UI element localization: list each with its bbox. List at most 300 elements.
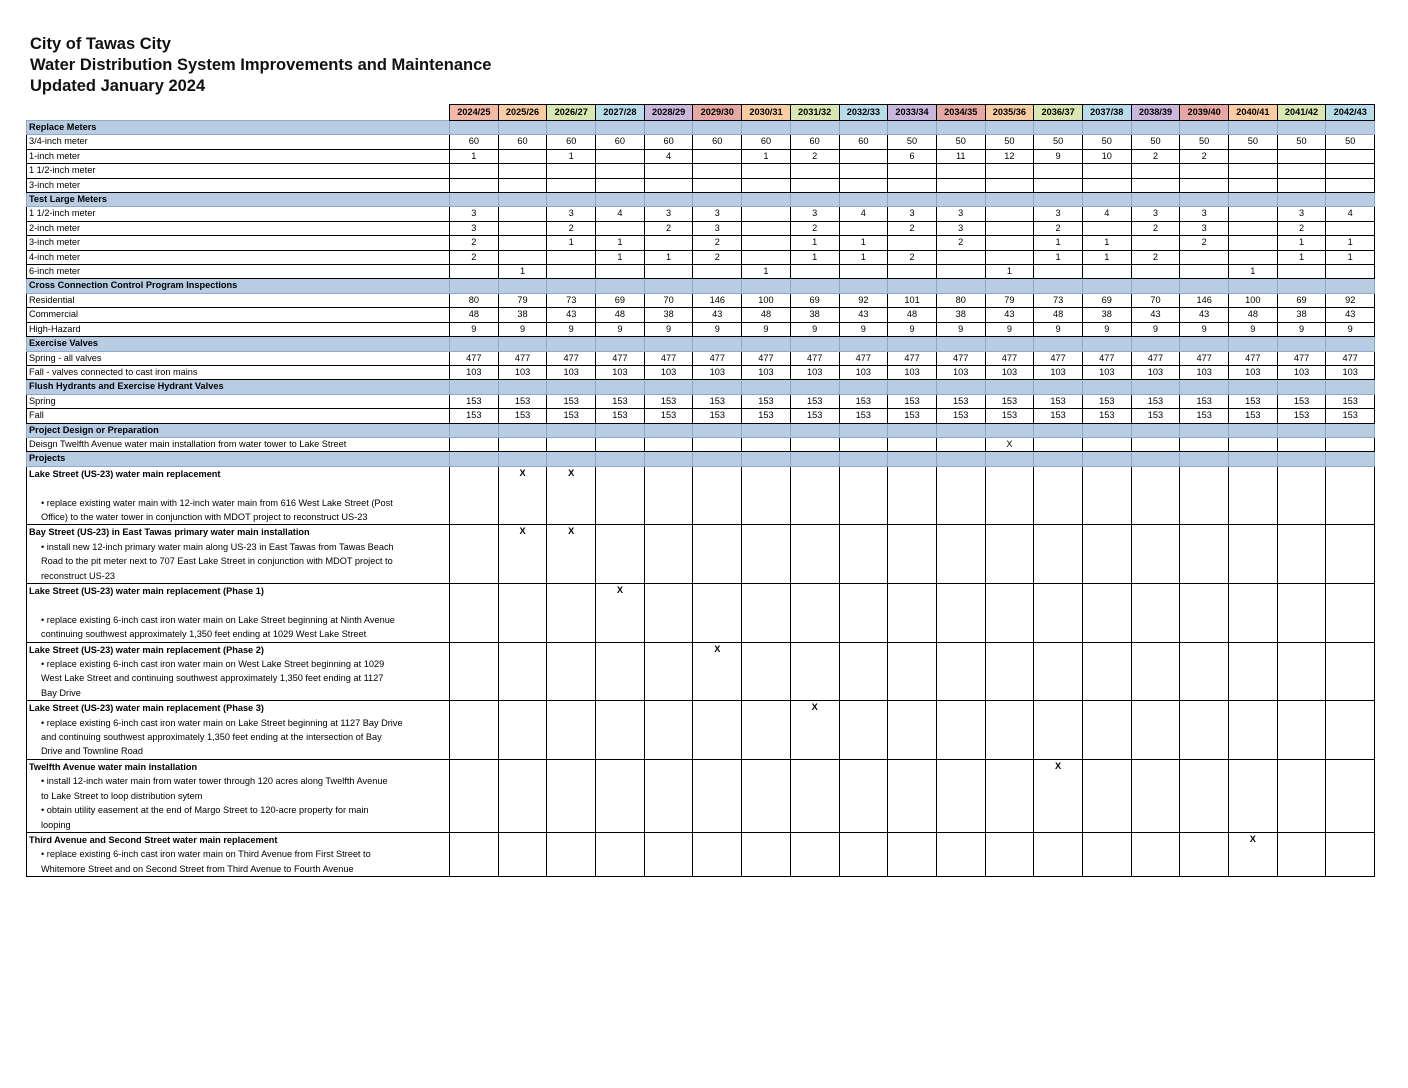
value-cell: 103 (839, 365, 888, 379)
value-cell: 60 (790, 135, 839, 149)
value-cell: 2 (936, 236, 985, 250)
section-fill-cell (985, 121, 1034, 135)
value-cell: 60 (498, 135, 547, 149)
value-cell: 2 (1034, 221, 1083, 235)
schedule-mark-cell (596, 832, 645, 876)
value-cell: 103 (1277, 365, 1326, 379)
value-cell: 103 (1229, 365, 1278, 379)
value-cell: 477 (985, 351, 1034, 365)
title-line-subject: Water Distribution System Improvements and Maintenance (30, 56, 492, 74)
value-cell: 477 (936, 351, 985, 365)
schedule-mark-cell (1034, 701, 1083, 760)
year-header-2027-28: 2027/28 (596, 105, 645, 121)
section-fill-cell (936, 337, 985, 351)
value-cell: 153 (1326, 409, 1375, 423)
schedule-mark-cell (644, 466, 693, 525)
section-fill-cell (1131, 380, 1180, 394)
section-fill-cell (742, 337, 791, 351)
schedule-mark-cell (1326, 466, 1375, 525)
row-label: 1 1/2-inch meter (27, 164, 450, 178)
document-title-block (30, 34, 491, 97)
value-cell (596, 437, 645, 451)
value-cell: 1 (790, 250, 839, 264)
value-cell: 477 (1326, 351, 1375, 365)
value-cell: 60 (839, 135, 888, 149)
value-cell: 153 (1034, 409, 1083, 423)
section-fill-cell (1082, 452, 1131, 466)
value-cell: 3 (1277, 207, 1326, 221)
schedule-mark-cell (1082, 701, 1131, 760)
section-fill-cell (1131, 193, 1180, 207)
value-cell: 103 (790, 365, 839, 379)
year-header-2040-41: 2040/41 (1229, 105, 1278, 121)
schedule-mark-cell (596, 759, 645, 832)
value-cell: 1 (596, 236, 645, 250)
value-cell (644, 236, 693, 250)
value-cell: 477 (450, 351, 499, 365)
section-fill-cell (790, 423, 839, 437)
project-description (27, 642, 450, 701)
value-cell (1131, 236, 1180, 250)
section-fill-cell (1229, 452, 1278, 466)
section-fill-cell (547, 121, 596, 135)
section-fill-cell (644, 452, 693, 466)
value-cell: 92 (1326, 293, 1375, 307)
value-cell: 477 (888, 351, 937, 365)
value-cell: 3 (547, 207, 596, 221)
project-detail-line: and continuing southwest approximately 1,350 feet ending at the intersection of Bay (41, 732, 382, 743)
value-cell: 103 (1082, 365, 1131, 379)
schedule-mark-cell (1229, 701, 1278, 760)
section-fill-cell (1277, 337, 1326, 351)
value-cell: 2 (450, 236, 499, 250)
value-cell: 60 (693, 135, 742, 149)
table-row (27, 164, 1375, 178)
value-cell: 4 (1082, 207, 1131, 221)
project-row (27, 466, 1375, 525)
value-cell (1131, 178, 1180, 192)
value-cell (1034, 265, 1083, 279)
section-fill-cell (888, 121, 937, 135)
value-cell: 3 (790, 207, 839, 221)
schedule-mark-cell (596, 701, 645, 760)
section-fill-cell (742, 193, 791, 207)
row-label: 3/4-inch meter (27, 135, 450, 149)
section-fill-cell (1082, 193, 1131, 207)
project-title: Third Avenue and Second Street water main replacement (29, 834, 278, 845)
value-cell: 43 (839, 308, 888, 322)
section-title: Project Design or Preparation (27, 423, 450, 437)
project-detail-line: Whitemore Street and on Second Street from Third Avenue to Fourth Avenue (41, 863, 354, 874)
value-cell (547, 437, 596, 451)
value-cell: 9 (596, 322, 645, 336)
schedule-mark-cell (1326, 759, 1375, 832)
project-row (27, 832, 1375, 876)
section-header-row (27, 121, 1375, 135)
section-fill-cell (790, 121, 839, 135)
value-cell (888, 164, 937, 178)
schedule-mark-cell (839, 759, 888, 832)
year-header-2028-29: 2028/29 (644, 105, 693, 121)
value-cell (936, 250, 985, 264)
schedule-mark-cell (936, 759, 985, 832)
section-fill-cell (1229, 121, 1278, 135)
value-cell (450, 437, 499, 451)
schedule-mark-cell (547, 701, 596, 760)
schedule-mark-cell (1082, 525, 1131, 584)
section-title: Cross Connection Control Program Inspections (27, 279, 450, 293)
value-cell: 3 (1180, 207, 1229, 221)
section-fill-cell (693, 337, 742, 351)
value-cell (498, 250, 547, 264)
section-fill-cell (742, 452, 791, 466)
value-cell: 73 (547, 293, 596, 307)
schedule-mark-cell (742, 759, 791, 832)
value-cell: 3 (888, 207, 937, 221)
value-cell: 2 (693, 236, 742, 250)
value-cell: 146 (693, 293, 742, 307)
schedule-mark-cell: X (547, 466, 596, 525)
schedule-mark-cell (644, 759, 693, 832)
schedule-mark-cell (1131, 525, 1180, 584)
year-header-2042-43: 2042/43 (1326, 105, 1375, 121)
schedule-mark-cell (693, 584, 742, 643)
value-cell (742, 221, 791, 235)
value-cell: 43 (985, 308, 1034, 322)
value-cell: 103 (1326, 365, 1375, 379)
table-row (27, 409, 1375, 423)
value-cell: 3 (693, 221, 742, 235)
schedule-mark-cell (790, 525, 839, 584)
value-cell: 43 (547, 308, 596, 322)
schedule-mark-cell (1082, 642, 1131, 701)
value-cell: 9 (547, 322, 596, 336)
schedule-mark-cell (1034, 466, 1083, 525)
section-fill-cell (693, 121, 742, 135)
section-fill-cell (839, 452, 888, 466)
value-cell: 50 (1082, 135, 1131, 149)
value-cell (1034, 178, 1083, 192)
table-row (27, 351, 1375, 365)
schedule-mark-cell (596, 466, 645, 525)
row-label: Spring - all valves (27, 351, 450, 365)
year-header-2026-27: 2026/27 (547, 105, 596, 121)
value-cell (450, 265, 499, 279)
value-cell: 153 (742, 409, 791, 423)
value-cell (644, 178, 693, 192)
section-fill-cell (547, 380, 596, 394)
value-cell: 38 (1277, 308, 1326, 322)
schedule-mark-cell (1131, 584, 1180, 643)
value-cell (985, 164, 1034, 178)
value-cell: 48 (742, 308, 791, 322)
section-fill-cell (450, 380, 499, 394)
value-cell (547, 164, 596, 178)
value-cell: 2 (790, 149, 839, 163)
value-cell: 10 (1082, 149, 1131, 163)
value-cell: 60 (450, 135, 499, 149)
value-cell: 153 (936, 409, 985, 423)
section-fill-cell (450, 423, 499, 437)
schedule-mark-cell (839, 525, 888, 584)
value-cell (693, 265, 742, 279)
section-fill-cell (1131, 452, 1180, 466)
value-cell (1131, 265, 1180, 279)
value-cell: 60 (596, 135, 645, 149)
value-cell: 153 (596, 394, 645, 408)
value-cell: 2 (450, 250, 499, 264)
schedule-mark-cell (790, 466, 839, 525)
section-fill-cell (596, 193, 645, 207)
value-cell (985, 178, 1034, 192)
value-cell: 153 (839, 409, 888, 423)
value-cell: 50 (888, 135, 937, 149)
value-cell (1277, 149, 1326, 163)
value-cell (498, 236, 547, 250)
section-fill-cell (790, 337, 839, 351)
year-header-2041-42: 2041/42 (1277, 105, 1326, 121)
value-cell (985, 236, 1034, 250)
value-cell (1180, 164, 1229, 178)
value-cell: 1 (498, 265, 547, 279)
schedule-mark-cell (450, 584, 499, 643)
table-row (27, 437, 1375, 451)
section-fill-cell (1229, 193, 1278, 207)
section-fill-cell (790, 193, 839, 207)
schedule-mark-cell (1131, 466, 1180, 525)
title-line-city: City of Tawas City (30, 35, 171, 53)
section-fill-cell (936, 121, 985, 135)
section-fill-cell (1082, 279, 1131, 293)
section-fill-cell (498, 380, 547, 394)
value-cell: 1 (1082, 236, 1131, 250)
value-cell: 9 (1229, 322, 1278, 336)
value-cell (1082, 265, 1131, 279)
value-cell (888, 437, 937, 451)
value-cell (596, 221, 645, 235)
section-fill-cell (888, 279, 937, 293)
value-cell: 153 (498, 409, 547, 423)
value-cell: 50 (1034, 135, 1083, 149)
schedule-mark-cell (498, 759, 547, 832)
schedule-mark-cell (888, 642, 937, 701)
schedule-mark-cell (888, 525, 937, 584)
schedule-mark-cell (1326, 642, 1375, 701)
project-description (27, 701, 450, 760)
table-row (27, 149, 1375, 163)
schedule-mark-cell: X (693, 642, 742, 701)
value-cell (450, 178, 499, 192)
value-cell (1034, 164, 1083, 178)
value-cell: 100 (742, 293, 791, 307)
schedule-mark-cell (450, 466, 499, 525)
project-detail-line: • install new 12-inch primary water main along US-23 in East Tawas from Tawas Beach (41, 541, 394, 552)
schedule-mark-cell (936, 642, 985, 701)
value-cell: 9 (498, 322, 547, 336)
project-row (27, 525, 1375, 584)
value-cell (693, 178, 742, 192)
value-cell: 103 (742, 365, 791, 379)
year-header-2029-30: 2029/30 (693, 105, 742, 121)
value-cell: 153 (547, 394, 596, 408)
section-fill-cell (1180, 279, 1229, 293)
section-fill-cell (498, 279, 547, 293)
project-detail-line: Bay Drive (41, 687, 81, 698)
year-header-2034-35: 2034/35 (936, 105, 985, 121)
value-cell: 80 (936, 293, 985, 307)
value-cell (790, 265, 839, 279)
section-fill-cell (985, 279, 1034, 293)
value-cell (1180, 250, 1229, 264)
section-fill-cell (498, 193, 547, 207)
row-label: Commercial (27, 308, 450, 322)
schedule-mark-cell (1229, 525, 1278, 584)
section-fill-cell (985, 423, 1034, 437)
schedule-mark-cell (1180, 759, 1229, 832)
value-cell: 2 (1131, 221, 1180, 235)
value-cell: 477 (547, 351, 596, 365)
project-detail-line: • replace existing 6-inch cast iron water main on Lake Street beginning at Ninth Avenue (41, 614, 395, 625)
schedule-mark-cell (888, 832, 937, 876)
schedule-mark-cell (790, 832, 839, 876)
value-cell: 50 (1180, 135, 1229, 149)
section-fill-cell (498, 452, 547, 466)
year-header-2031-32: 2031/32 (790, 105, 839, 121)
project-row (27, 701, 1375, 760)
value-cell: 1 (1326, 236, 1375, 250)
value-cell: 477 (498, 351, 547, 365)
section-fill-cell (839, 121, 888, 135)
value-cell: 3 (450, 221, 499, 235)
schedule-mark-cell (1229, 466, 1278, 525)
project-detail-line: West Lake Street and continuing southwest approximately 1,350 feet ending at 1127 (41, 673, 384, 684)
value-cell: 3 (1131, 207, 1180, 221)
section-fill-cell (1034, 279, 1083, 293)
year-header-2035-36: 2035/36 (985, 105, 1034, 121)
year-header-2038-39: 2038/39 (1131, 105, 1180, 121)
schedule-mark-cell (936, 466, 985, 525)
section-fill-cell (1034, 380, 1083, 394)
value-cell (1277, 164, 1326, 178)
section-fill-cell (936, 423, 985, 437)
value-cell: 9 (450, 322, 499, 336)
value-cell: 1 (596, 250, 645, 264)
value-cell: 4 (839, 207, 888, 221)
schedule-mark-cell (1180, 466, 1229, 525)
section-fill-cell (693, 193, 742, 207)
section-fill-cell (1229, 380, 1278, 394)
value-cell: 103 (644, 365, 693, 379)
value-cell: 153 (1131, 394, 1180, 408)
value-cell (742, 207, 791, 221)
section-fill-cell (1180, 193, 1229, 207)
schedule-mark-cell (693, 701, 742, 760)
value-cell: 9 (790, 322, 839, 336)
value-cell (547, 178, 596, 192)
section-fill-cell (888, 423, 937, 437)
section-fill-cell (547, 193, 596, 207)
value-cell: 79 (985, 293, 1034, 307)
year-header-2030-31: 2030/31 (742, 105, 791, 121)
value-cell: 153 (839, 394, 888, 408)
value-cell: 43 (1131, 308, 1180, 322)
value-cell: 153 (498, 394, 547, 408)
table-row (27, 322, 1375, 336)
value-cell: 477 (693, 351, 742, 365)
section-title: Exercise Valves (27, 337, 450, 351)
year-header-2039-40: 2039/40 (1180, 105, 1229, 121)
schedule-mark-cell (936, 584, 985, 643)
value-cell: 50 (1229, 135, 1278, 149)
value-cell (1034, 437, 1083, 451)
schedule-mark-cell (1277, 466, 1326, 525)
value-cell: 103 (596, 365, 645, 379)
value-cell: 2 (888, 250, 937, 264)
schedule-mark-cell (596, 525, 645, 584)
value-cell (839, 265, 888, 279)
schedule-mark-cell: X (790, 701, 839, 760)
section-fill-cell (596, 337, 645, 351)
value-cell: 103 (888, 365, 937, 379)
schedule-mark-cell (498, 832, 547, 876)
value-cell (790, 164, 839, 178)
value-cell: 50 (1326, 135, 1375, 149)
value-cell: 477 (1034, 351, 1083, 365)
project-title: Bay Street (US-23) in East Tawas primary water main installation (29, 527, 310, 538)
row-label: 4-inch meter (27, 250, 450, 264)
value-cell (1180, 437, 1229, 451)
schedule-mark-cell (742, 701, 791, 760)
schedule-mark-cell (839, 642, 888, 701)
section-fill-cell (1131, 279, 1180, 293)
schedule-mark-cell (450, 642, 499, 701)
value-cell: 3 (936, 207, 985, 221)
value-cell (1131, 437, 1180, 451)
project-detail-line: • replace existing water main with 12-inch water main from 616 West Lake Street (Post (41, 497, 393, 508)
project-detail-line: • obtain utility easement at the end of Margo Street to 120-acre property for main (41, 805, 369, 816)
value-cell: 9 (888, 322, 937, 336)
row-label: Deisgn Twelfth Avenue water main installation from water tower to Lake Street (27, 437, 450, 451)
section-fill-cell (985, 452, 1034, 466)
section-fill-cell (839, 193, 888, 207)
value-cell: 477 (790, 351, 839, 365)
project-title: Lake Street (US-23) water main replacement (Phase 1) (29, 586, 264, 596)
value-cell: 477 (644, 351, 693, 365)
section-header-row (27, 452, 1375, 466)
schedule-mark-cell (1180, 525, 1229, 584)
value-cell (498, 178, 547, 192)
schedule-mark-cell (644, 832, 693, 876)
year-header-2036-37: 2036/37 (1034, 105, 1083, 121)
value-cell: 153 (596, 409, 645, 423)
section-fill-cell (1082, 121, 1131, 135)
schedule-mark-cell (790, 759, 839, 832)
value-cell: 9 (742, 322, 791, 336)
value-cell: 153 (888, 409, 937, 423)
section-fill-cell (790, 452, 839, 466)
value-cell (498, 164, 547, 178)
value-cell (1131, 164, 1180, 178)
value-cell: 153 (547, 409, 596, 423)
value-cell: 79 (498, 293, 547, 307)
value-cell: 153 (888, 394, 937, 408)
section-fill-cell (742, 380, 791, 394)
project-detail-line (29, 481, 447, 495)
schedule-mark-cell (888, 759, 937, 832)
section-fill-cell (450, 279, 499, 293)
project-description (27, 759, 450, 832)
value-cell: 153 (985, 409, 1034, 423)
